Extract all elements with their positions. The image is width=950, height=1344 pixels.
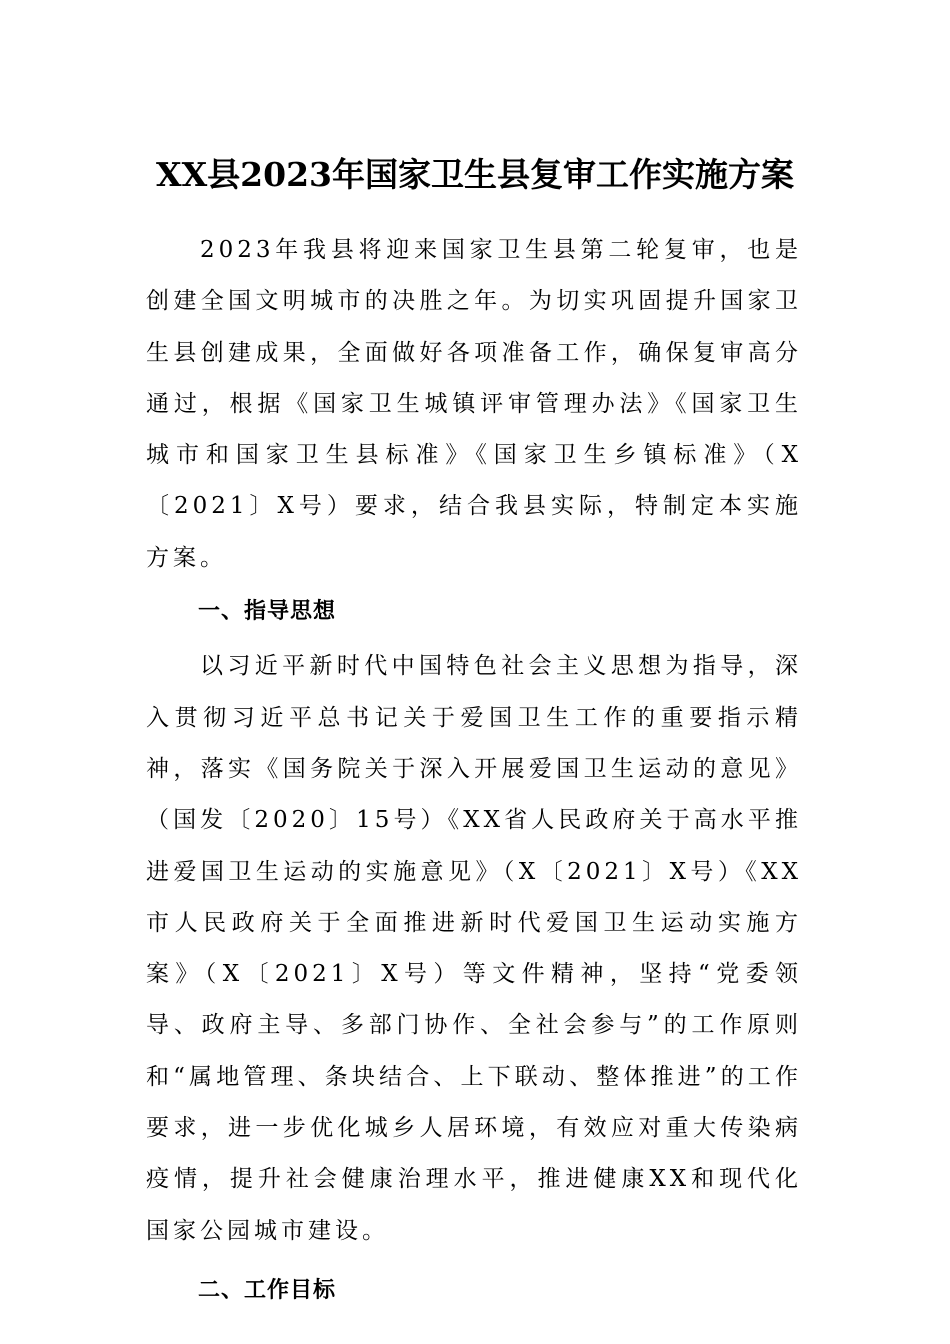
document-body	[146, 225, 802, 1320]
section-heading-guiding-ideology: 一、指导思想	[198, 599, 337, 625]
document-title: XX县2023年国家卫生县复审工作实施方案	[155, 155, 795, 194]
section-heading-work-goals: 二、工作目标	[198, 1277, 337, 1303]
guiding-ideology-paragraph: 以习近平新时代中国特色社会主义思想为指导，深入贯彻习近平总书记关于爱国卫生工作的重要指示精神，落实《国务院关于深入开展爱国卫生运动的意见》（国发〔2020〕15号）《XX省人民政府关于高水平推进爱国卫生运动的实施意见》（X〔2021〕X号）《XX市人民政府关于全面推进新时代爱国卫生运动实施方案》（X〔2021〕X号）等文件精神，坚持“党委领导、政府主导、多部门协作、全社会参与”的工作原则和“属地管理、条块结合、上下联动、整体推进”的工作要求，进一步优化城乡人居环境，有效应对重大传染病疫情，提升社会健康治理水平，推进健康XX和现代化国家公园城市建设。	[146, 653, 802, 1244]
intro-paragraph: 2023年我县将迎来国家卫生县第二轮复审，也是创建全国文明城市的决胜之年。为切实巩固提升国家卫生县创建成果，全面做好各项准备工作，确保复审高分通过，根据《国家卫生城镇评审管理办法》《国家卫生城市和国家卫生县标准》《国家卫生乡镇标准》（X〔2021〕X号）要求，结合我县实际，特制定本实施方案。	[146, 237, 802, 571]
